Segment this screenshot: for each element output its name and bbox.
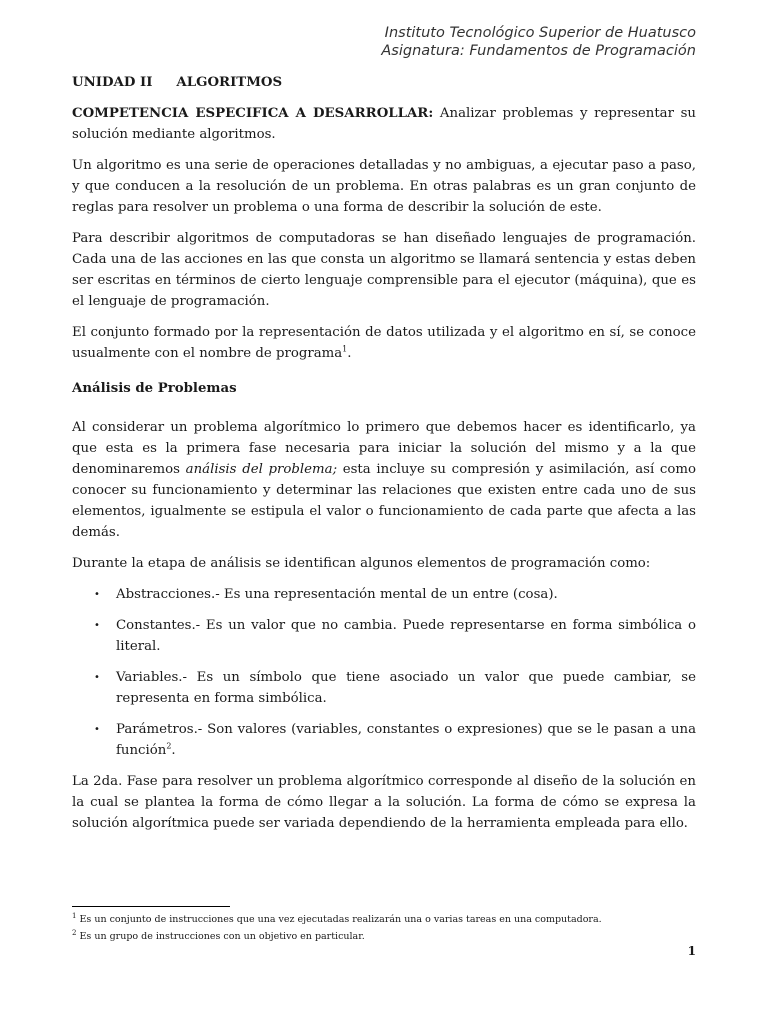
list-item-text: Abstracciones.- Es una representación mental de un entre (cosa). (116, 587, 558, 602)
list-item-end: . (171, 743, 176, 758)
page-header (381, 24, 696, 60)
elements-list (72, 584, 696, 761)
list-item-text: Variables.- Es un símbolo que tiene asociado un valor que puede cambiar, se representa en forma simbólica. (116, 670, 696, 706)
bullet-icon: • (94, 672, 100, 683)
list-item (72, 584, 696, 605)
footnote-mark-2: 2 (72, 928, 77, 937)
unit-number: UNIDAD II (72, 75, 153, 90)
footnote-ref-1[interactable]: 1 (342, 344, 348, 354)
analysis-paragraph-1-start: Al considerar un problema algorítmico lo primero que debemos hacer es identificarlo, ya que esta es la primera fase necesaria para iniciar la solución del mismo y a la que denominaremos (72, 420, 696, 477)
intro-paragraph-2: Para describir algoritmos de computadoras se han diseñado lenguajes de programación. Cada una de las acciones en las que consta un algoritmo se llamará sentencia y estas deben ser escritas en términos de cierto lenguaje comprensible para el ejecutor (máquina), que es el lenguaje de programación. (72, 231, 696, 309)
intro-paragraph-3-end: . (347, 346, 352, 361)
page-number: 1 (687, 944, 696, 958)
footnote-2 (72, 929, 696, 945)
section-heading: Análisis de Problemas (72, 381, 237, 396)
bullet-icon: • (94, 589, 100, 600)
list-item (72, 719, 696, 761)
intro-paragraph-1: Un algoritmo es una serie de operaciones detalladas y no ambiguas, a ejecutar paso a paso, y que conducen a la resolución de un problema. En otras palabras es un gran conjunto de reglas para resolver un problema o una forma de describir la solución de este. (72, 158, 696, 215)
footnote-text-2: Es un grupo de instrucciones con un objetivo en particular. (79, 931, 365, 942)
analysis-paragraph-1-italic: análisis del problema; (185, 462, 338, 477)
bullet-icon: • (94, 724, 100, 735)
footnote-divider (72, 906, 230, 907)
competencia-label: COMPETENCIA ESPECIFICA A DESARROLLAR: (72, 106, 434, 121)
list-item-text: Constantes.- Es un valor que no cambia. Puede representarse en forma simbólica o literal. (116, 618, 696, 654)
analysis-paragraph-3: La 2da. Fase para resolver un problema algorítmico corresponde al diseño de la solución en la cual se plantea la forma de cómo llegar a la solución. La forma de cómo se expresa la solución algorítmica puede ser variada dependiendo de la herramienta empleada para ello. (72, 774, 696, 831)
subject-name: Asignatura: Fundamentos de Programación (381, 43, 696, 59)
footnote-ref-2[interactable]: 2 (166, 741, 172, 751)
bullet-icon: • (94, 620, 100, 631)
analysis-paragraph-1-end: esta incluye su compresión y asimilación, así como conocer su funcionamiento y determinar las relaciones que existen entre cada uno de sus elementos, igualmente se estipula el valor o funcionamiento de cada parte que afecta a las demás. (72, 462, 696, 540)
competencia-text: Analizar problemas y representar su solución mediante algoritmos. (72, 106, 696, 142)
institute-name: Instituto Tecnológico Superior de Huatusco (384, 25, 696, 41)
list-item-text: Parámetros.- Son valores (variables, constantes o expresiones) que se le pasan a una función (116, 722, 696, 758)
intro-paragraph-3-text: El conjunto formado por la representación de datos utilizada y el algoritmo en sí, se conoce usualmente con el nombre de programa (72, 325, 696, 361)
footnotes (72, 912, 696, 946)
list-item (72, 615, 696, 657)
unit-title (72, 72, 696, 93)
list-item (72, 667, 696, 709)
analysis-paragraph-1 (72, 417, 696, 543)
intro-paragraph-3 (72, 322, 696, 364)
competencia-paragraph (72, 103, 696, 145)
footnote-mark-1: 1 (72, 911, 77, 920)
footnote-1 (72, 912, 696, 928)
footnote-text-1: Es un conjunto de instrucciones que una vez ejecutadas realizarán una o varias tareas en una computadora. (79, 914, 602, 925)
document-body (72, 72, 696, 844)
analysis-paragraph-2: Durante la etapa de análisis se identifican algunos elementos de programación como: (72, 556, 651, 571)
unit-name: ALGORITMOS (176, 75, 283, 90)
